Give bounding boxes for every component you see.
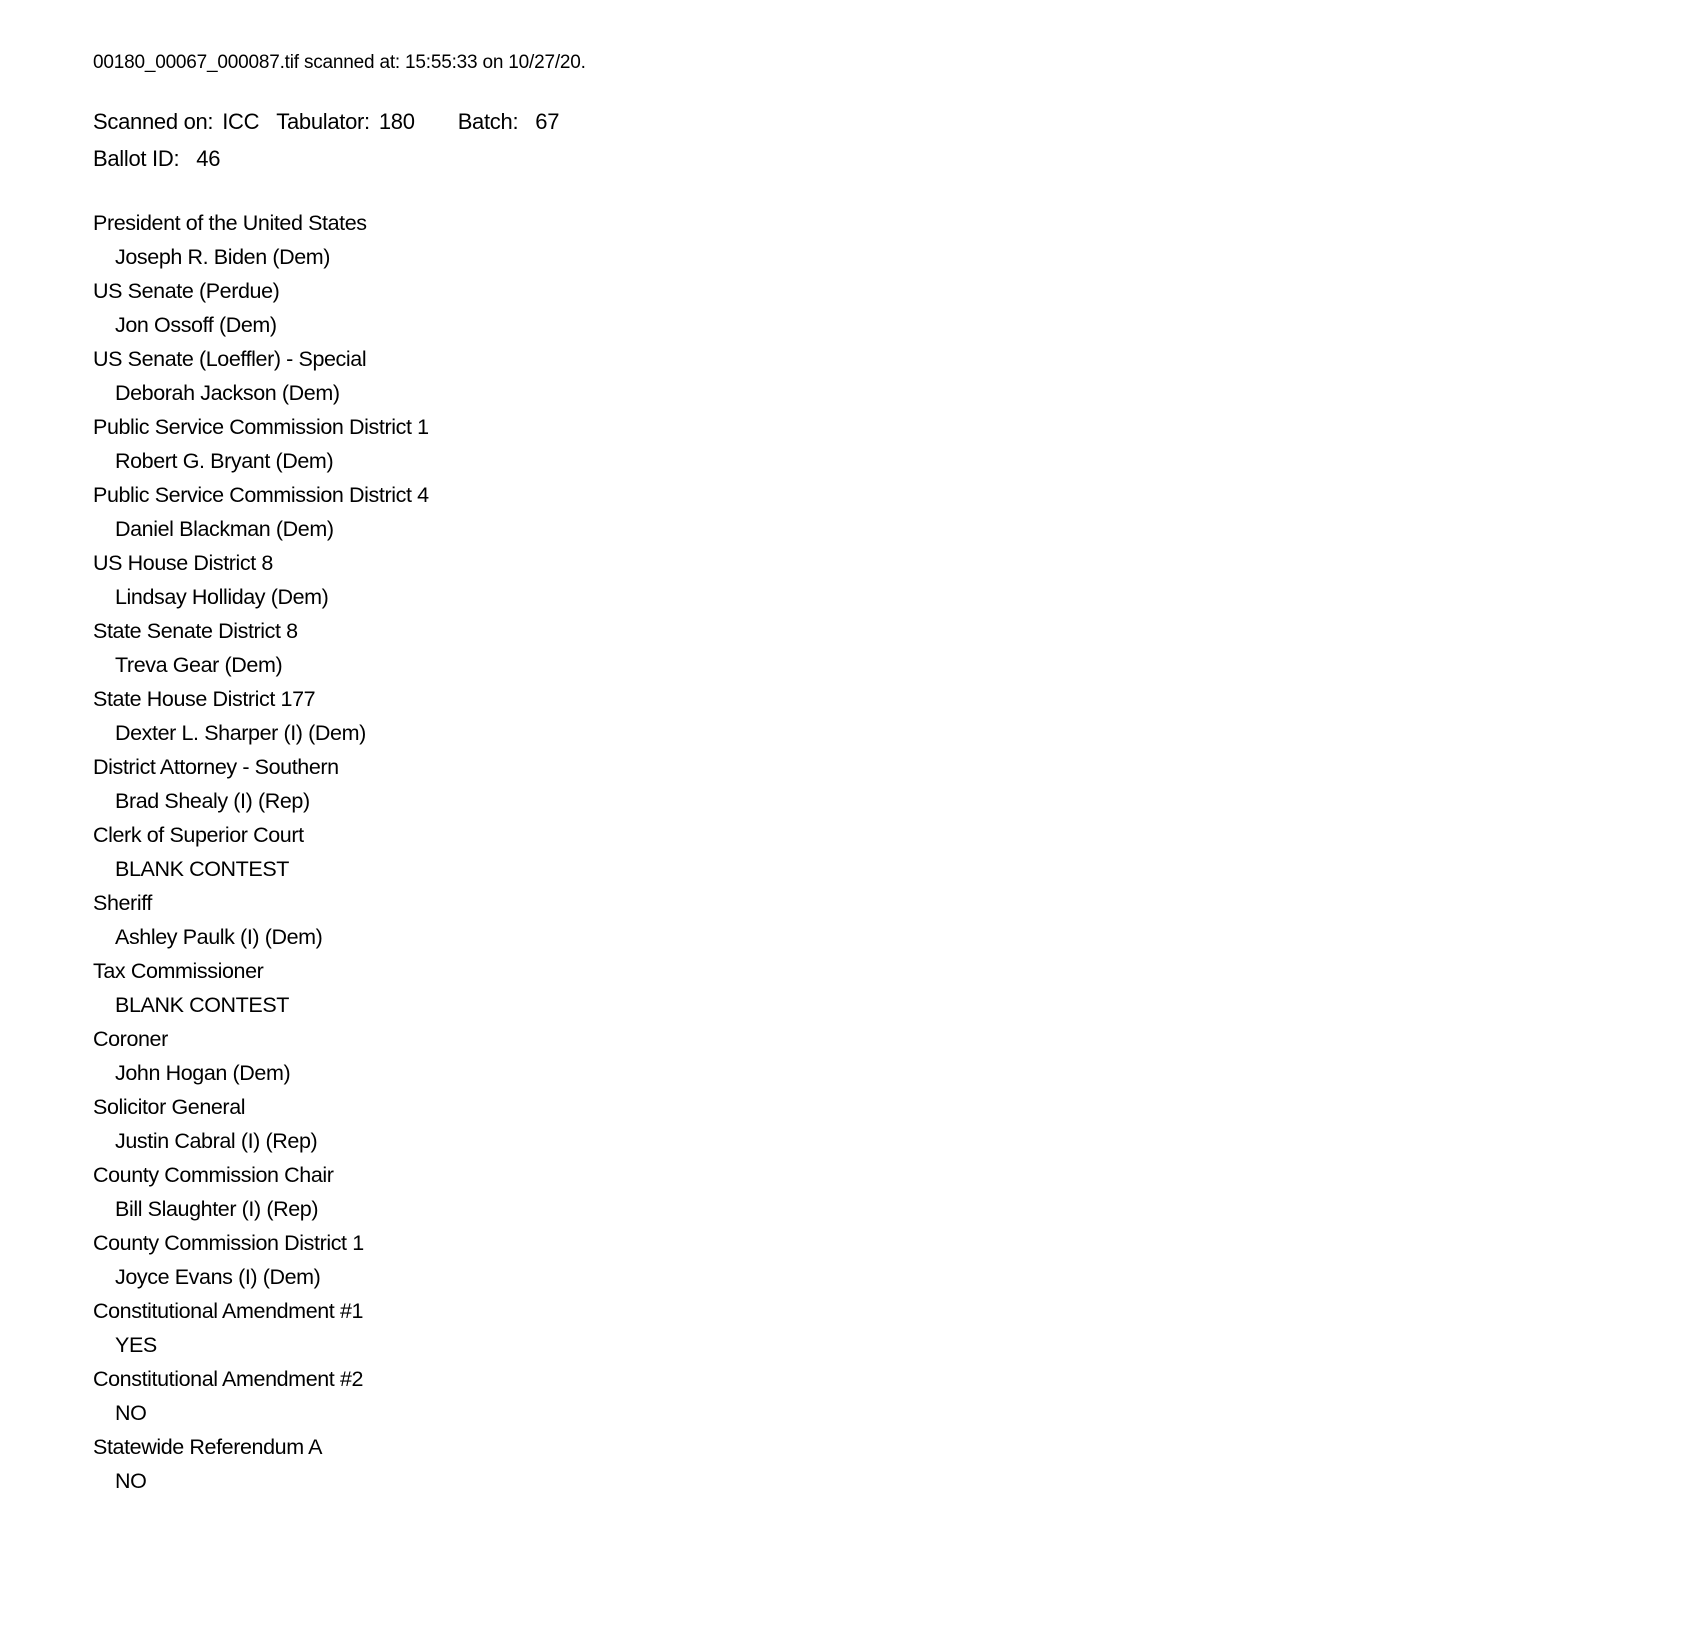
contest-title: Public Service Commission District 4 <box>93 483 429 507</box>
contest-selection: Justin Cabral (I) (Rep) <box>115 1129 318 1153</box>
contest-selection: Jon Ossoff (Dem) <box>115 313 277 337</box>
contest-selection: Lindsay Holliday (Dem) <box>115 585 329 609</box>
ballot-id-line <box>93 140 1648 177</box>
contest-entry <box>93 546 1648 614</box>
contest-entry <box>93 1226 1648 1294</box>
contest-selection: BLANK CONTEST <box>115 993 290 1017</box>
contest-selection: NO <box>115 1401 147 1425</box>
contest-entry <box>93 1022 1648 1090</box>
contest-entry <box>93 614 1648 682</box>
contest-selection: Bill Slaughter (I) (Rep) <box>115 1197 319 1221</box>
contest-entry <box>93 1362 1648 1430</box>
contest-entry <box>93 818 1648 886</box>
contest-title: Tax Commissioner <box>93 959 264 983</box>
batch-value: 67 <box>535 109 560 134</box>
contest-entry <box>93 682 1648 750</box>
ballot-id-value: 46 <box>196 146 221 171</box>
contest-title: District Attorney - Southern <box>93 755 339 779</box>
contest-selection: Treva Gear (Dem) <box>115 653 283 677</box>
contest-entry <box>93 1090 1648 1158</box>
contest-entry <box>93 274 1648 342</box>
contest-title: Statewide Referendum A <box>93 1435 323 1459</box>
contest-entry <box>93 1158 1648 1226</box>
contest-selection: BLANK CONTEST <box>115 857 290 881</box>
contest-entry <box>93 342 1648 410</box>
contest-title: Constitutional Amendment #1 <box>93 1299 364 1323</box>
contest-selection: YES <box>115 1333 157 1357</box>
contest-title: County Commission Chair <box>93 1163 334 1187</box>
scan-filename-line: 00180_00067_000087.tif scanned at: 15:55:33 on 10/27/20. <box>93 52 586 73</box>
contest-entry <box>93 1430 1648 1498</box>
contest-selection: Joseph R. Biden (Dem) <box>115 245 331 269</box>
contest-title: Constitutional Amendment #2 <box>93 1367 364 1391</box>
contest-title: Sheriff <box>93 891 152 915</box>
contest-entry <box>93 954 1648 1022</box>
contest-title: Solicitor General <box>93 1095 246 1119</box>
contest-title: Coroner <box>93 1027 168 1051</box>
scanned-on-value: ICC <box>222 109 260 134</box>
scanned-on-label: Scanned on: <box>93 109 214 134</box>
contest-list <box>93 206 1648 1498</box>
contest-selection: Joyce Evans (I) (Dem) <box>115 1265 321 1289</box>
contest-entry <box>93 1294 1648 1362</box>
contest-selection: Daniel Blackman (Dem) <box>115 517 334 541</box>
batch-label: Batch: <box>457 109 519 134</box>
contest-title: US House District 8 <box>93 551 273 575</box>
contest-entry <box>93 886 1648 954</box>
contest-title: US Senate (Perdue) <box>93 279 280 303</box>
contest-selection: Deborah Jackson (Dem) <box>115 381 340 405</box>
contest-title: State House District 177 <box>93 687 316 711</box>
contest-selection: Ashley Paulk (I) (Dem) <box>115 925 323 949</box>
contest-selection: Brad Shealy (I) (Rep) <box>115 789 310 813</box>
contest-title: US Senate (Loeffler) - Special <box>93 347 367 371</box>
contest-entry <box>93 478 1648 546</box>
contest-entry <box>93 206 1648 274</box>
scan-info-block <box>93 103 1648 177</box>
contest-title: State Senate District 8 <box>93 619 298 643</box>
contest-title: Clerk of Superior Court <box>93 823 304 847</box>
contest-title: President of the United States <box>93 211 367 235</box>
tabulator-value: 180 <box>378 109 415 134</box>
contest-selection: John Hogan (Dem) <box>115 1061 291 1085</box>
contest-entry <box>93 410 1648 478</box>
scan-info-line <box>93 103 1648 140</box>
contest-title: County Commission District 1 <box>93 1231 364 1255</box>
contest-title: Public Service Commission District 1 <box>93 415 429 439</box>
tabulator-label: Tabulator: <box>276 109 370 134</box>
contest-selection: NO <box>115 1469 147 1493</box>
contest-entry <box>93 750 1648 818</box>
ballot-id-label: Ballot ID: <box>93 146 180 171</box>
contest-selection: Dexter L. Sharper (I) (Dem) <box>115 721 366 745</box>
contest-selection: Robert G. Bryant (Dem) <box>115 449 334 473</box>
